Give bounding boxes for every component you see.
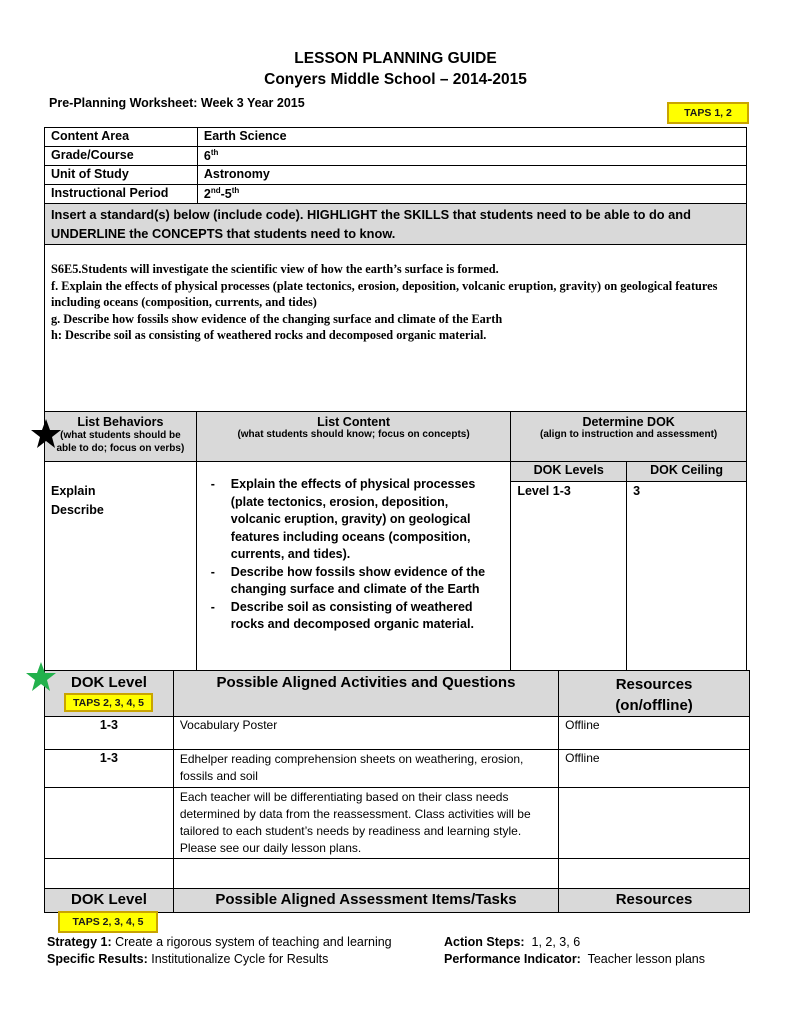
content-item: - Describe soil as consisting of weathered rocks and decomposed organic material.: [201, 599, 499, 634]
unit-value: Astronomy: [197, 166, 746, 185]
period-label: Instructional Period: [45, 185, 198, 204]
dok-ceiling-value: 3: [627, 482, 747, 671]
activities-header: Possible Aligned Activities and Questions: [173, 671, 558, 717]
school-title: Conyers Middle School – 2014-2015: [264, 71, 527, 88]
activity-text: Vocabulary Poster: [173, 717, 558, 750]
dok-levels-label: DOK Levels: [511, 462, 627, 482]
behaviors-table: [44, 411, 747, 671]
page-title: LESSON PLANNING GUIDE: [294, 50, 497, 67]
standard-instruction: Insert a standard(s) below (include code). HIGHLIGHT the SKILLS that students need to be able to do and UNDERLINE the CONCEPTS that students need to know.: [45, 204, 747, 245]
content-cell: [196, 462, 511, 671]
standard-line: g. Describe how fossils show evidence of the changing surface and climate of the Earth: [51, 311, 503, 326]
grade-label: Grade/Course: [45, 147, 198, 166]
activity-text: [173, 859, 558, 889]
activity-level: 1-3: [45, 750, 174, 788]
dok-ceiling-label: DOK Ceiling: [627, 462, 747, 482]
dok-level-header: DOK Level: [45, 671, 174, 717]
dok-level-value: Level 1-3: [511, 482, 627, 671]
activity-text: Each teacher will be differentiating based on their class needs determined by data from the reassessment. Class activities will be tailored to each student’s needs by readiness and learning style. Please see our daily lesson plans.: [173, 788, 558, 859]
taps-badge-assessment: TAPS 2, 3, 4, 5: [58, 911, 158, 933]
standard-line: S6E5.Students will investigate the scientific view of how the earth’s surface is formed.: [51, 262, 499, 276]
action-steps-line: Action Steps: 1, 2, 3, 6: [444, 935, 581, 949]
info-table: [44, 127, 747, 413]
content-area-value: Earth Science: [197, 128, 746, 147]
activity-level: 1-3: [45, 717, 174, 750]
grade-value: 6th: [197, 147, 746, 166]
standard-line: h: Describe soil as consisting of weathered rocks and decomposed organic material.: [51, 328, 487, 342]
verb: Describe: [51, 503, 104, 517]
standard-line: f. Explain the effects of physical processes (plate tectonics, erosion, deposition, volcanic eruption, gravity) on geological features including oceans (composition, currents, and tides): [51, 278, 718, 309]
strategy-line: Strategy 1: Create a rigorous system of teaching and learning: [47, 935, 392, 949]
activity-resource: [559, 788, 750, 859]
behaviors-header: List Behaviors (what students should be able to do; focus on verbs): [45, 412, 197, 462]
assessment-resources-header: Resources: [559, 889, 750, 913]
assessment-header: Possible Aligned Assessment Items/Tasks: [173, 889, 558, 913]
standards-box: [45, 245, 747, 413]
green-star-icon: [25, 661, 57, 693]
content-header: List Content (what students should know; focus on concepts): [196, 412, 511, 462]
activity-resource: Offline: [559, 717, 750, 750]
verb: Explain: [51, 484, 96, 498]
period-value: 2nd-5th: [197, 185, 746, 204]
verbs-cell: [45, 462, 197, 671]
worksheet-subtitle: Pre-Planning Worksheet: Week 3 Year 2015: [49, 96, 305, 110]
activity-level: [45, 859, 174, 889]
taps-badge-activities: TAPS 2, 3, 4, 5: [64, 693, 153, 712]
resources-header: Resources (on/offline): [559, 671, 750, 717]
taps-badge: TAPS 1, 2: [667, 102, 749, 124]
unit-label: Unit of Study: [45, 166, 198, 185]
content-area-label: Content Area: [45, 128, 198, 147]
content-item: - Describe how fossils show evidence of the changing surface and climate of the Earth: [201, 564, 499, 599]
performance-indicator-line: Performance Indicator: Teacher lesson plans: [444, 952, 706, 966]
assessment-dok-header: DOK Level: [45, 889, 174, 913]
activity-resource: [559, 859, 750, 889]
black-star-icon: [30, 418, 62, 450]
specific-results-line: Specific Results: Institutionalize Cycle for Results: [47, 952, 329, 966]
activity-level: [45, 788, 174, 859]
dok-header: Determine DOK (align to instruction and assessment): [511, 412, 747, 462]
content-item: - Explain the effects of physical processes (plate tectonics, erosion, deposition, volcanic eruption, gravity) on geological features including oceans (composition, currents, and tides).: [201, 476, 499, 564]
activity-text: Edhelper reading comprehension sheets on weathering, erosion, fossils and soil: [173, 750, 558, 788]
activity-resource: Offline: [559, 750, 750, 788]
